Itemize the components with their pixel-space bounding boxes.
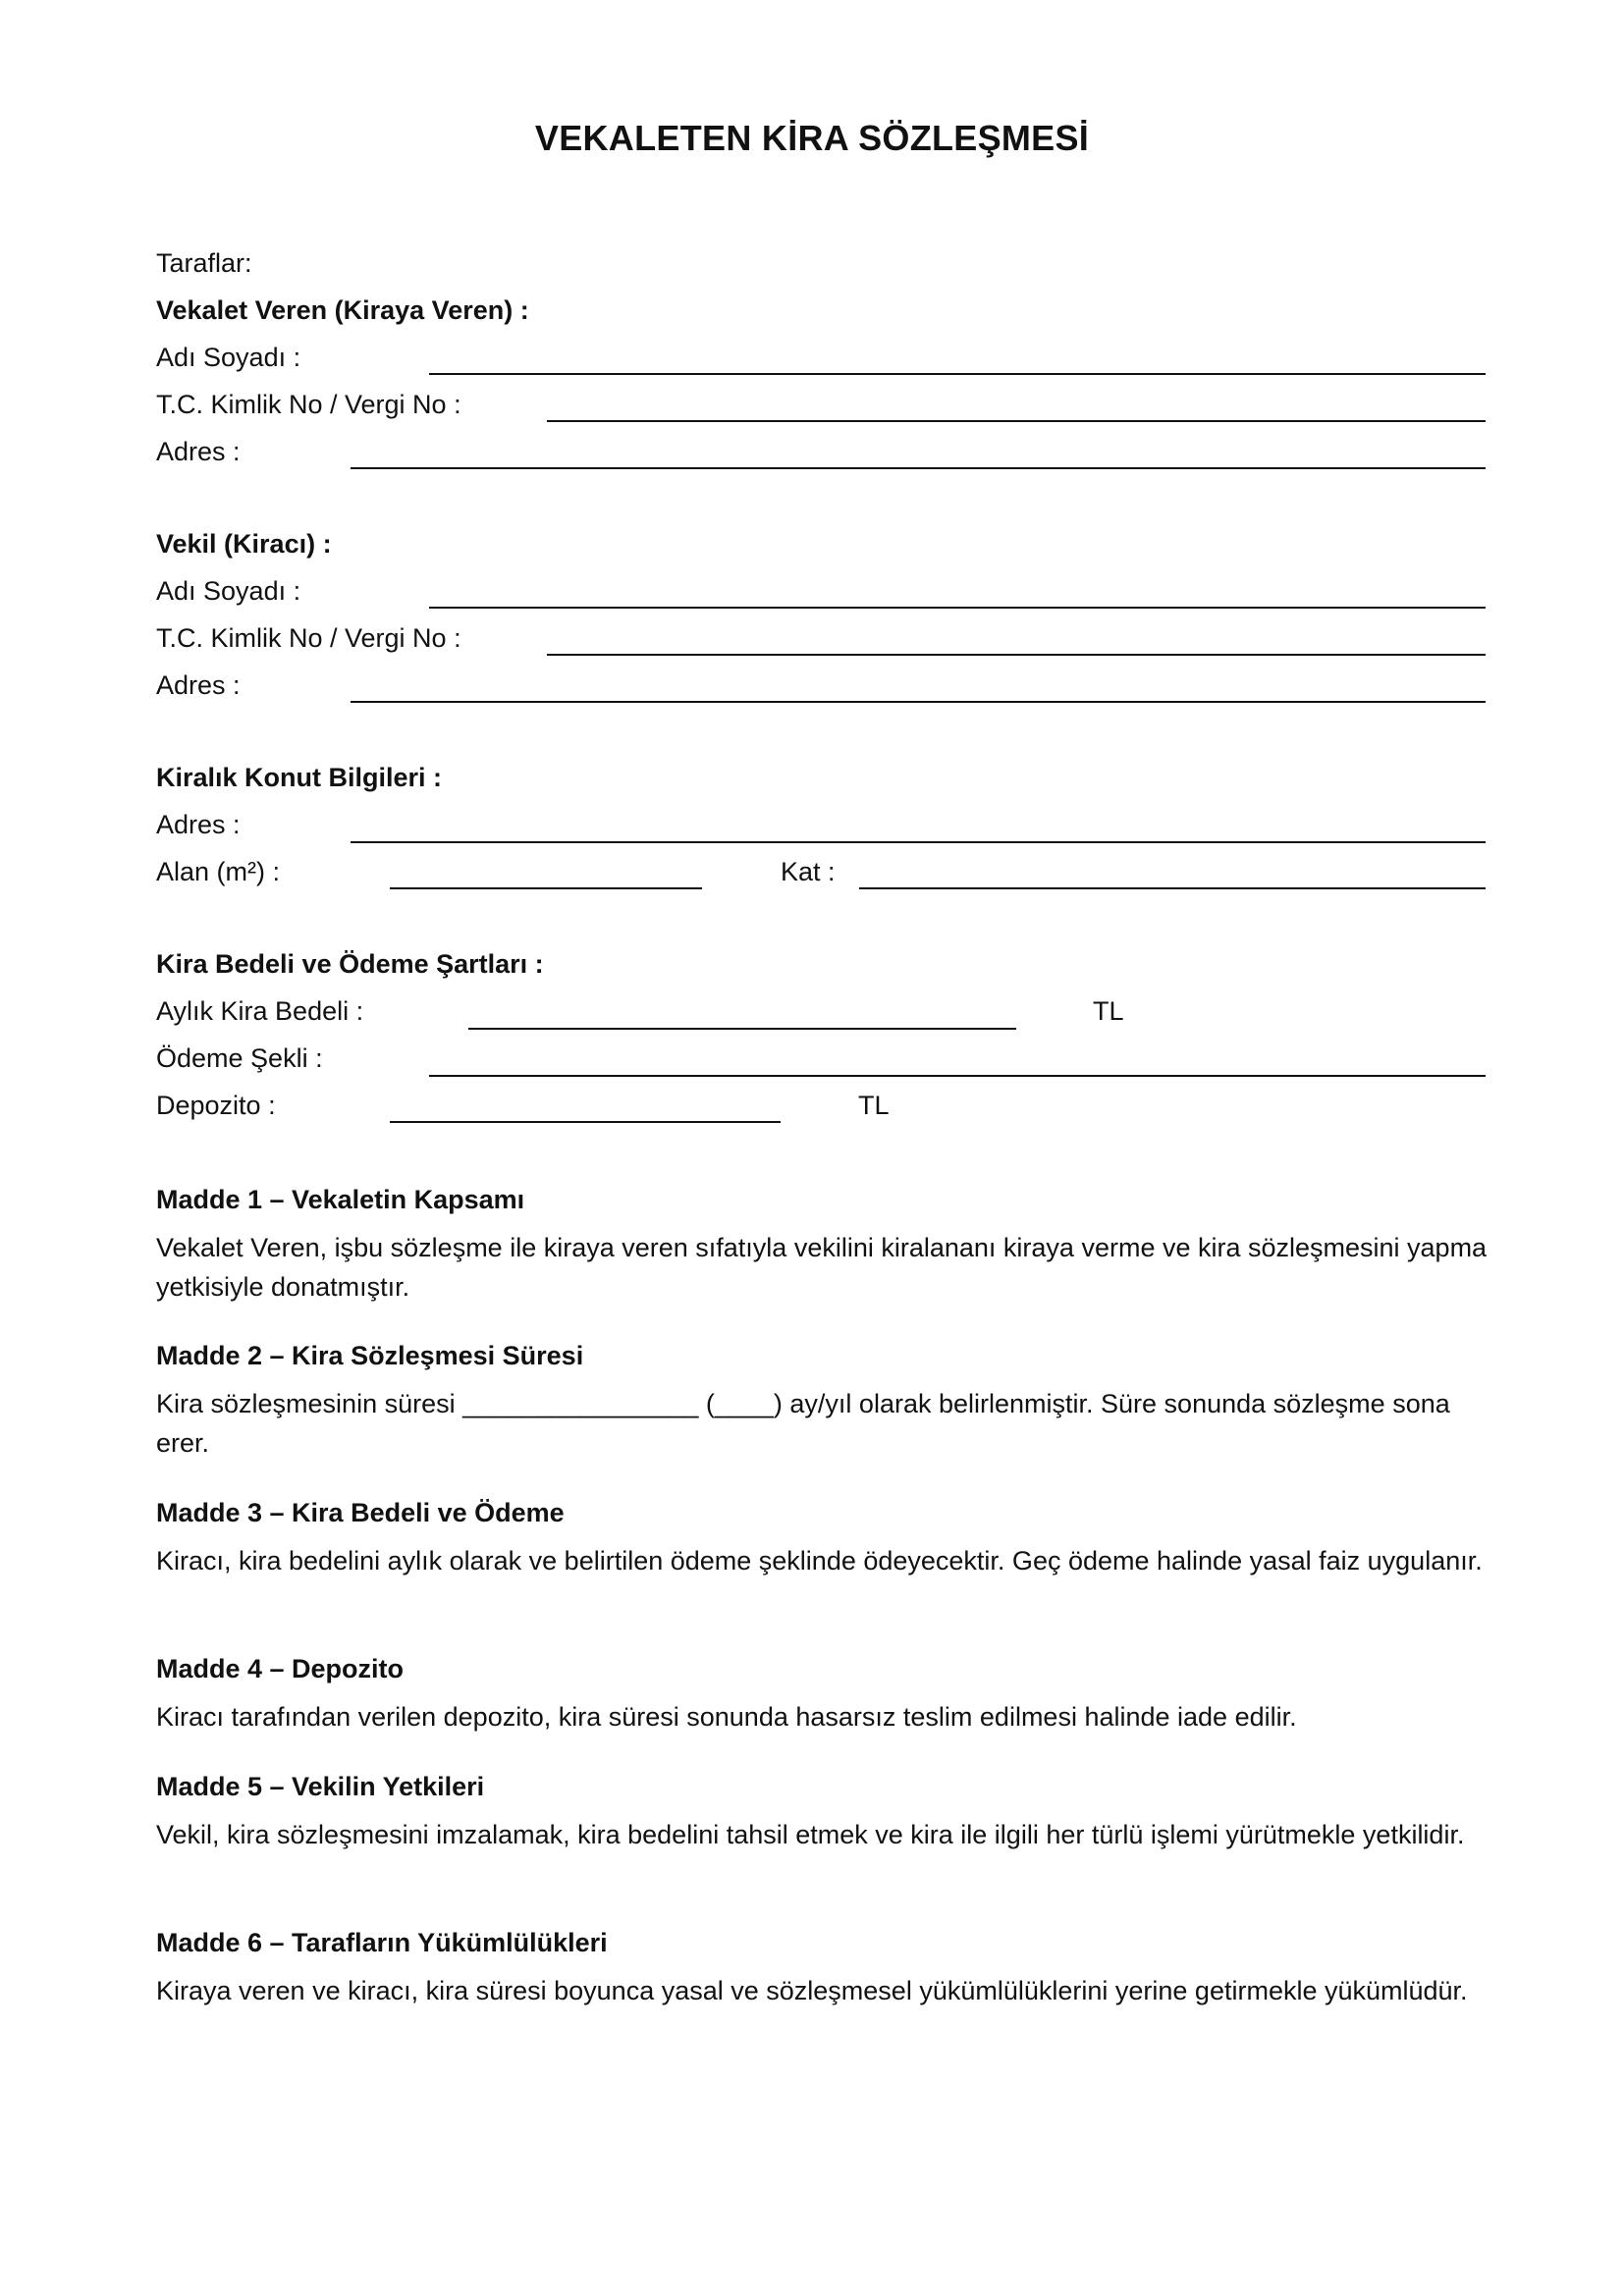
document-title: VEKALETEN KİRA SÖZLEŞMESİ xyxy=(534,118,1090,158)
tenant-name-label: Adı Soyadı : xyxy=(156,576,301,606)
payment-method-field[interactable] xyxy=(429,1075,1486,1077)
landlord-name-label: Adı Soyadı : xyxy=(156,343,301,372)
article-4-text: Kiracı tarafından verilen depozito, kira süresi sonunda hasarsız teslim edilmesi halinde iade edilir. xyxy=(156,1702,1297,1732)
article-3-heading: Madde 3 – Kira Bedeli ve Ödeme xyxy=(156,1498,565,1527)
parties-label: Taraflar: xyxy=(156,248,252,278)
tenant-heading: Vekil (Kiracı) : xyxy=(156,529,332,559)
tenant-address-field[interactable] xyxy=(351,701,1486,703)
landlord-id-label: T.C. Kimlik No / Vergi No : xyxy=(156,390,461,419)
property-address-label: Adres : xyxy=(156,810,241,839)
monthly-rent-field[interactable] xyxy=(468,1028,1016,1030)
article-4-heading: Madde 4 – Depozito xyxy=(156,1654,405,1683)
tenant-id-label: T.C. Kimlik No / Vergi No : xyxy=(156,623,461,653)
deposit-field[interactable] xyxy=(390,1121,781,1123)
tenant-id-field[interactable] xyxy=(547,654,1486,656)
article-1-heading: Madde 1 – Vekaletin Kapsamı xyxy=(156,1185,525,1214)
landlord-heading: Vekalet Veren (Kiraya Veren) : xyxy=(156,295,529,325)
property-floor-field[interactable] xyxy=(859,887,1486,889)
article-6-heading: Madde 6 – Tarafların Yükümlülükleri xyxy=(156,1928,608,1957)
property-area-label: Alan (m²) : xyxy=(156,857,281,886)
article-2-heading: Madde 2 – Kira Sözleşmesi Süresi xyxy=(156,1341,584,1370)
monthly-rent-label: Aylık Kira Bedeli : xyxy=(156,996,364,1026)
landlord-id-field[interactable] xyxy=(547,420,1486,422)
payment-heading: Kira Bedeli ve Ödeme Şartları : xyxy=(156,949,544,979)
article-3-text: Kiracı, kira bedelini aylık olarak ve belirtilen ödeme şeklinde ödeyecektir. Geç ödeme halinde yasal faiz uygulanır. xyxy=(156,1546,1483,1575)
tenant-name-field[interactable] xyxy=(429,607,1486,609)
deposit-unit: TL xyxy=(858,1091,890,1120)
deposit-label: Depozito : xyxy=(156,1091,276,1120)
article-5-heading: Madde 5 – Vekilin Yetkileri xyxy=(156,1772,485,1801)
article-5-text: Vekil, kira sözleşmesini imzalamak, kira bedelini tahsil etmek ve kira ile ilgili her türlü işlemi yürütmekle yetkilidir. xyxy=(156,1820,1465,1849)
article-2-text: Kira sözleşmesinin süresi ________________ (____) ay/yıl olarak belirlenmiştir. Süre sonunda sözleşme sona erer. xyxy=(156,1389,1450,1458)
landlord-address-field[interactable] xyxy=(351,467,1486,469)
property-floor-label: Kat : xyxy=(781,857,836,886)
tenant-address-label: Adres : xyxy=(156,670,241,700)
article-1-text: Vekalet Veren, işbu sözleşme ile kiraya veren sıfatıyla vekilini kiralananı kiraya verme ve kira sözleşmesini yapma yetkisiyle donatmıştır. xyxy=(156,1233,1488,1302)
landlord-address-label: Adres : xyxy=(156,437,241,466)
property-address-field[interactable] xyxy=(351,841,1486,843)
monthly-rent-unit: TL xyxy=(1093,996,1124,1026)
landlord-name-field[interactable] xyxy=(429,373,1486,375)
property-area-field[interactable] xyxy=(390,887,702,889)
property-heading: Kiralık Konut Bilgileri : xyxy=(156,763,443,792)
payment-method-label: Ödeme Şekli : xyxy=(156,1043,323,1073)
article-6-text: Kiraya veren ve kiracı, kira süresi boyunca yasal ve sözleşmesel yükümlülüklerini yerine getirmekle yükümlüdür. xyxy=(156,1976,1468,2005)
